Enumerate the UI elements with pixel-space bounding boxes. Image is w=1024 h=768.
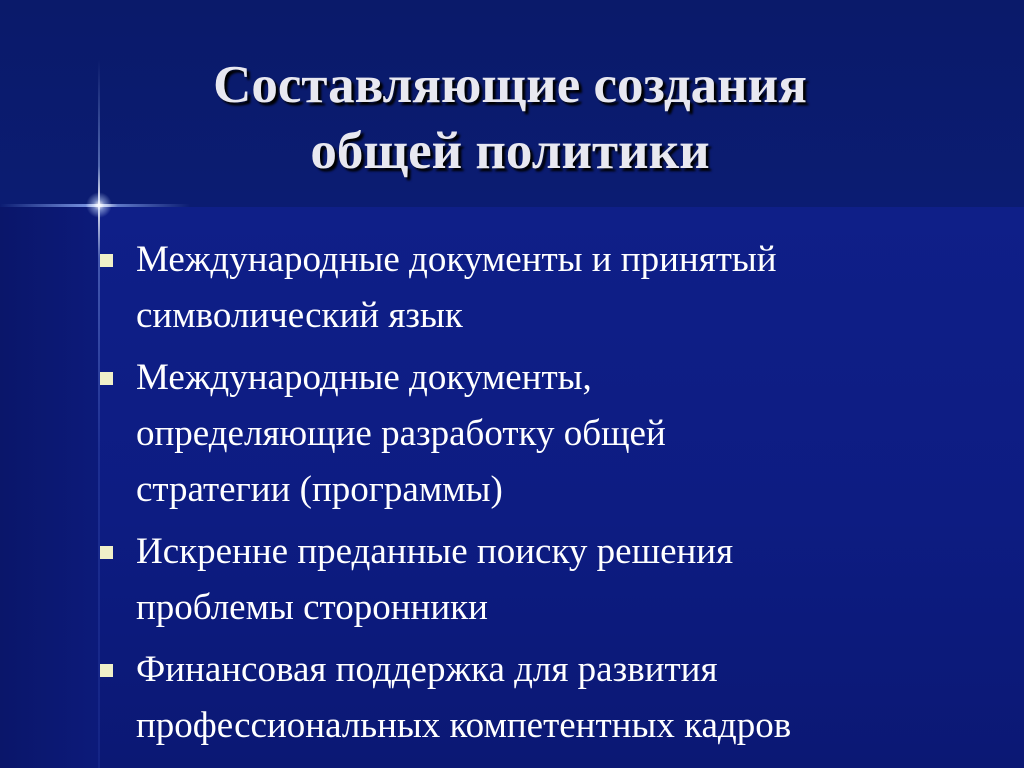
bullet-text-line: стратегии (программы) (136, 469, 503, 510)
bullet-text-line: символический язык (136, 295, 463, 336)
bullet-text-line: Искренне преданные поиску решения (136, 531, 734, 572)
bullet-text-line: определяющие разработку общей (136, 413, 666, 454)
bullet-text-line: Финансовая поддержка для развития (136, 649, 718, 690)
square-bullet-icon (100, 546, 113, 559)
slide-title-line-1: Составляющие создания (213, 56, 807, 114)
bullet-text-line: Международные документы, (136, 357, 592, 398)
bullet-item (98, 642, 998, 754)
slide-title-line-2: общей политики (310, 122, 710, 180)
bullet-text-line: проблемы сторонники (136, 587, 488, 628)
square-bullet-icon (100, 372, 113, 385)
square-bullet-icon (100, 254, 113, 267)
left-background-strip (0, 207, 100, 768)
bullet-list (98, 232, 998, 760)
bullet-item (98, 350, 998, 518)
square-bullet-icon (100, 664, 113, 677)
slide-title (110, 52, 910, 184)
bullet-text-line: профессиональных компетентных кадров (136, 705, 792, 746)
bullet-item (98, 524, 998, 636)
sparkle-star-icon (86, 192, 112, 218)
bullet-item (98, 232, 998, 344)
bullet-text-line: Международные документы и принятый (136, 239, 777, 280)
